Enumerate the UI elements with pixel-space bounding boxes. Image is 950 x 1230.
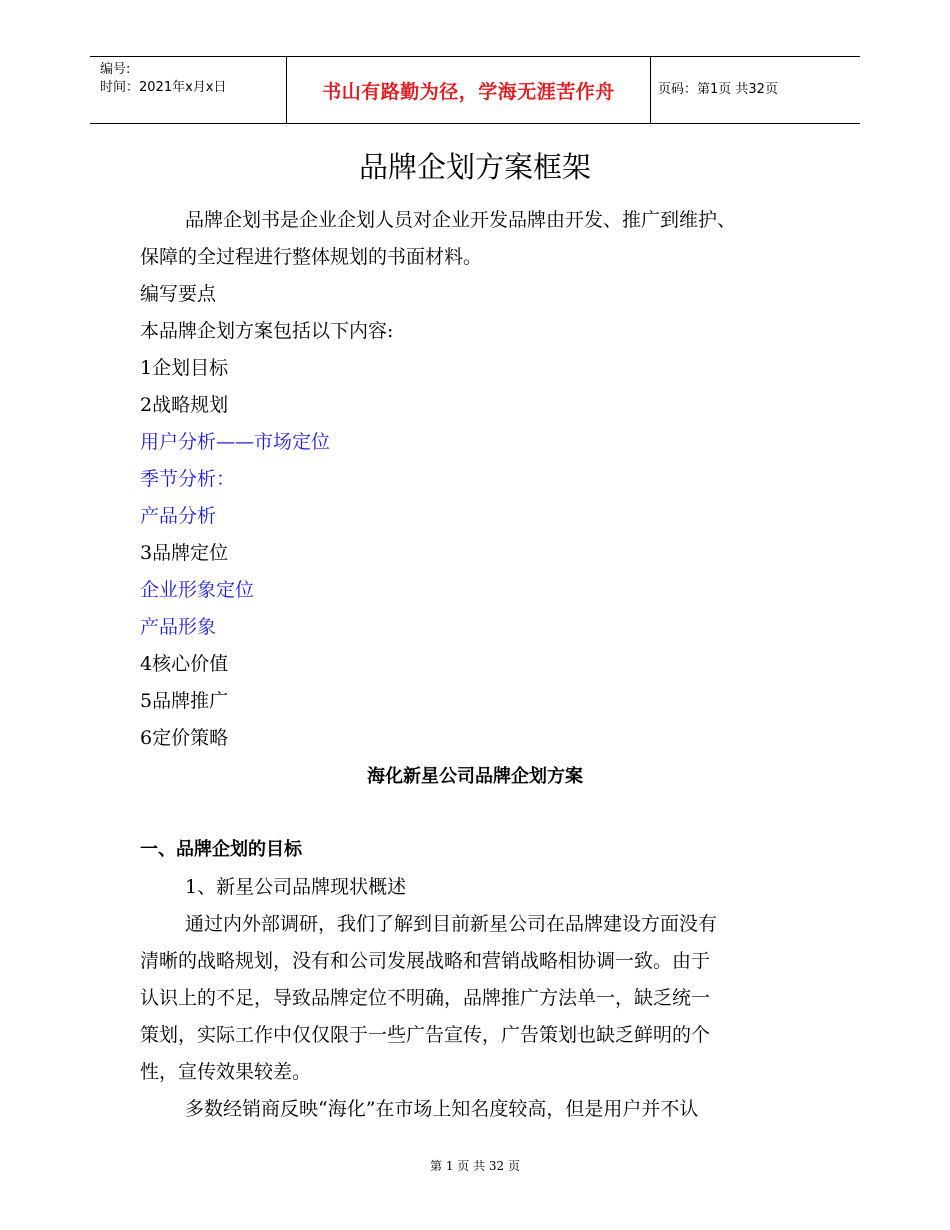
header-motto-cell <box>286 57 651 123</box>
paragraph-1-line-1: 通过内外部调研，我们了解到目前新星公司在品牌建设方面没有 <box>185 913 718 935</box>
link-season-analysis[interactable]: 季节分析： <box>140 468 236 490</box>
subsection-status: 1、新星公司品牌现状概述 <box>185 876 407 898</box>
intro-line-2: 保障的全过程进行整体规划的书面材料。 <box>140 246 483 268</box>
document-title: 品牌企划方案框架 <box>358 150 591 184</box>
paragraph-2-line-1: 多数经销商反映“海化”在市场上知名度较高，但是用户并不认 <box>185 1098 699 1120</box>
list-item-positioning: 3品牌定位 <box>140 542 229 564</box>
number-label: 编号: <box>100 62 131 77</box>
motto-text: 书山有路勤为径，学海无涯苦作舟 <box>322 80 615 103</box>
list-item-goal: 1企划目标 <box>140 357 229 379</box>
link-user-analysis[interactable]: 用户分析——市场定位 <box>140 431 331 453</box>
list-item-pricing: 6定价策略 <box>140 727 229 749</box>
list-item-strategy: 2战略规划 <box>140 394 229 416</box>
page-code: 页码：第1页 共32页 <box>658 82 778 97</box>
plan-subtitle: 海化新星公司品牌企划方案 <box>367 766 583 787</box>
list-item-promotion: 5品牌推广 <box>140 690 229 712</box>
paragraph-1-line-5: 性，宣传效果较差。 <box>140 1061 312 1083</box>
paragraph-1-line-2: 清晰的战略规划，没有和公司发展战略和营销战略相协调一致。由于 <box>140 950 711 972</box>
intro-line-1: 品牌企划书是企业企划人员对企业开发品牌由开发、推广到维护、 <box>185 209 737 231</box>
paragraph-1-line-4: 策划，实际工作中仅仅限于一些广告宣传，广告策划也缺乏鲜明的个 <box>140 1024 711 1046</box>
header-meta <box>90 57 286 123</box>
paragraph-1-line-3: 认识上的不足，导致品牌定位不明确，品牌推广方法单一，缺乏统一 <box>140 987 711 1009</box>
link-corporate-image[interactable]: 企业形象定位 <box>140 579 255 601</box>
section-heading-goals: 一、品牌企划的目标 <box>140 839 302 860</box>
contents-intro: 本品牌企划方案包括以下内容: <box>140 320 394 342</box>
page-footer: 第 1 页 共 32 页 <box>430 1159 520 1173</box>
link-product-analysis[interactable]: 产品分析 <box>140 505 217 527</box>
link-product-image[interactable]: 产品形象 <box>140 616 217 638</box>
list-item-core-value: 4核心价值 <box>140 653 229 675</box>
header-page-cell <box>650 57 860 123</box>
key-points-heading: 编写要点 <box>140 283 217 305</box>
time-label: 时间：2021年x月x日 <box>100 80 227 95</box>
page-header <box>90 56 860 124</box>
